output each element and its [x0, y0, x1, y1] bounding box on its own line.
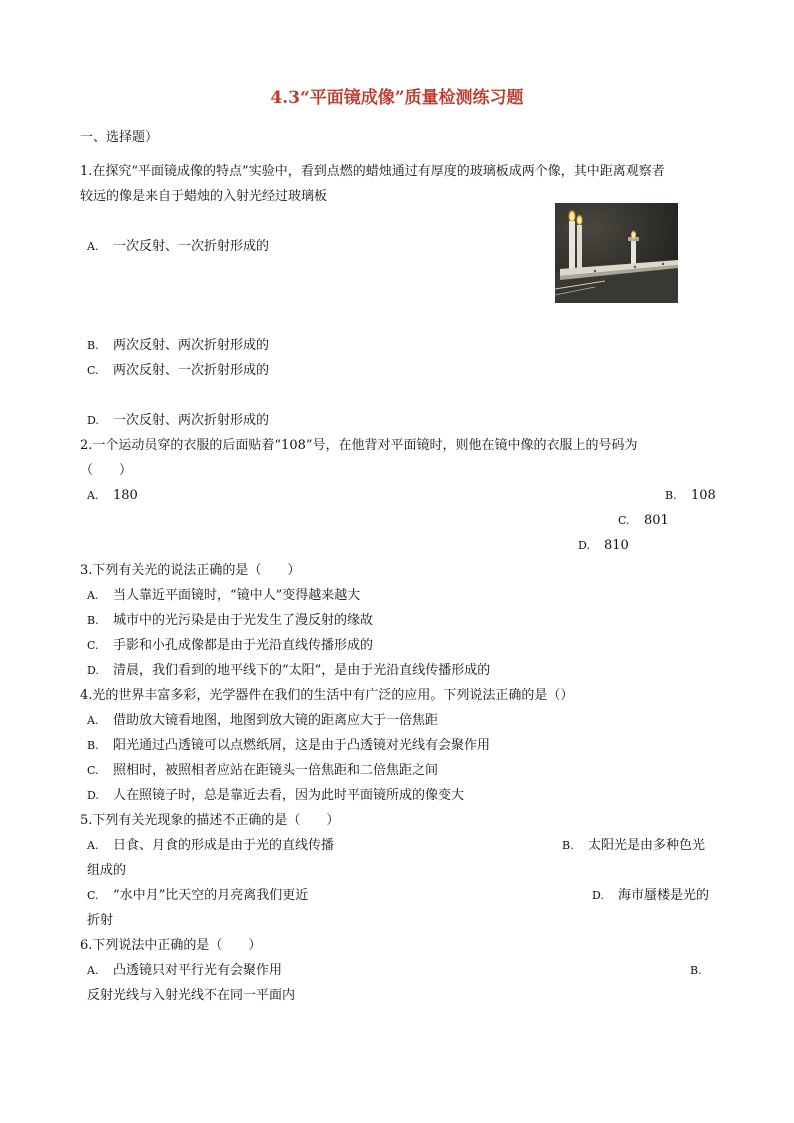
q3-option-d[interactable]: D. 清晨，我们看到的地平线下的“太阳”，是由于光沿直线传播形成的: [87, 663, 491, 678]
candle-experiment-image: [555, 203, 678, 303]
q1-option-a[interactable]: A. 一次反射、一次折射形成的: [87, 239, 270, 254]
q3-option-a[interactable]: A. 当人靠近平面镜时，“镜中人”变得越来越大: [87, 588, 361, 603]
q2-option-b[interactable]: B. 108: [665, 488, 716, 503]
q6-option-b-continuation: 反射光线与入射光线不在同一平面内: [87, 988, 296, 1003]
q4-option-d[interactable]: D. 人在照镜子时，总是靠近去看，因为此时平面镜所成的像变大: [87, 788, 465, 803]
q5-option-a[interactable]: A. 日食、月食的形成是由于光的直线传播: [87, 838, 335, 853]
q4-option-c[interactable]: C. 照相时，被照相者应站在距镜头一倍焦距和二倍焦距之间: [87, 763, 439, 778]
q2-stem-line1: 2.一个运动员穿的衣服的后面贴着“108”号，在他背对平面镜时，则他在镜中像的衣服上的号码为: [80, 438, 638, 453]
q3-stem: 3.下列有关光的说法正确的是（ ）: [80, 563, 301, 578]
page-title: 4.3“平面镜成像”质量检测练习题: [270, 88, 524, 108]
q6-option-b[interactable]: B.: [690, 964, 702, 977]
section-heading: 一、选择题）: [80, 130, 159, 145]
q2-option-a[interactable]: A. 180: [87, 488, 138, 503]
q1-option-b[interactable]: B. 两次反射、两次折射形成的: [87, 338, 270, 353]
q5-option-b-continuation: 组成的: [87, 863, 127, 878]
q5-stem: 5.下列有关光现象的描述不正确的是（ ）: [80, 813, 340, 828]
q6-option-a[interactable]: A. 凸透镜只对平行光有会聚作用: [87, 963, 283, 978]
q5-option-d-continuation: 折射: [87, 913, 114, 928]
q4-stem: 4.光的世界丰富多彩，光学器件在我们的生活中有广泛的应用。下列说法正确的是（）: [80, 688, 574, 703]
q2-option-d[interactable]: D. 810: [578, 538, 629, 553]
q1-stem-line2: 较远的像是来自于蜡烛的入射光经过玻璃板: [80, 189, 328, 204]
q3-option-b[interactable]: B. 城市中的光污染是由于光发生了漫反射的缘故: [87, 613, 374, 628]
q4-option-b[interactable]: B. 阳光通过凸透镜可以点燃纸屑，这是由于凸透镜对光线有会聚作用: [87, 738, 491, 753]
q6-stem: 6.下列说法中正确的是（ ）: [80, 938, 262, 953]
q3-option-c[interactable]: C. 手影和小孔成像都是由于光沿直线传播形成的: [87, 638, 374, 653]
q2-stem-line2: （ ）: [80, 463, 133, 478]
q5-option-d[interactable]: D. 海市蜃楼是光的: [592, 888, 710, 903]
q5-option-c[interactable]: C. “水中月”比天空的月亮离我们更近: [87, 888, 309, 903]
q1-stem-line1: 1.在探究“平面镜成像的特点”实验中，看到点燃的蜡烛通过有厚度的玻璃板成两个像，其中距离观察者: [80, 164, 665, 179]
q2-option-c[interactable]: C. 801: [618, 513, 669, 528]
q4-option-a[interactable]: A. 借助放大镜看地图，地图到放大镜的距离应大于一倍焦距: [87, 713, 439, 728]
q5-option-b[interactable]: B. 太阳光是由多种色光: [562, 838, 706, 853]
q1-option-c[interactable]: C. 两次反射、一次折射形成的: [87, 363, 270, 378]
q1-option-d[interactable]: D. 一次反射、两次折射形成的: [87, 413, 270, 428]
